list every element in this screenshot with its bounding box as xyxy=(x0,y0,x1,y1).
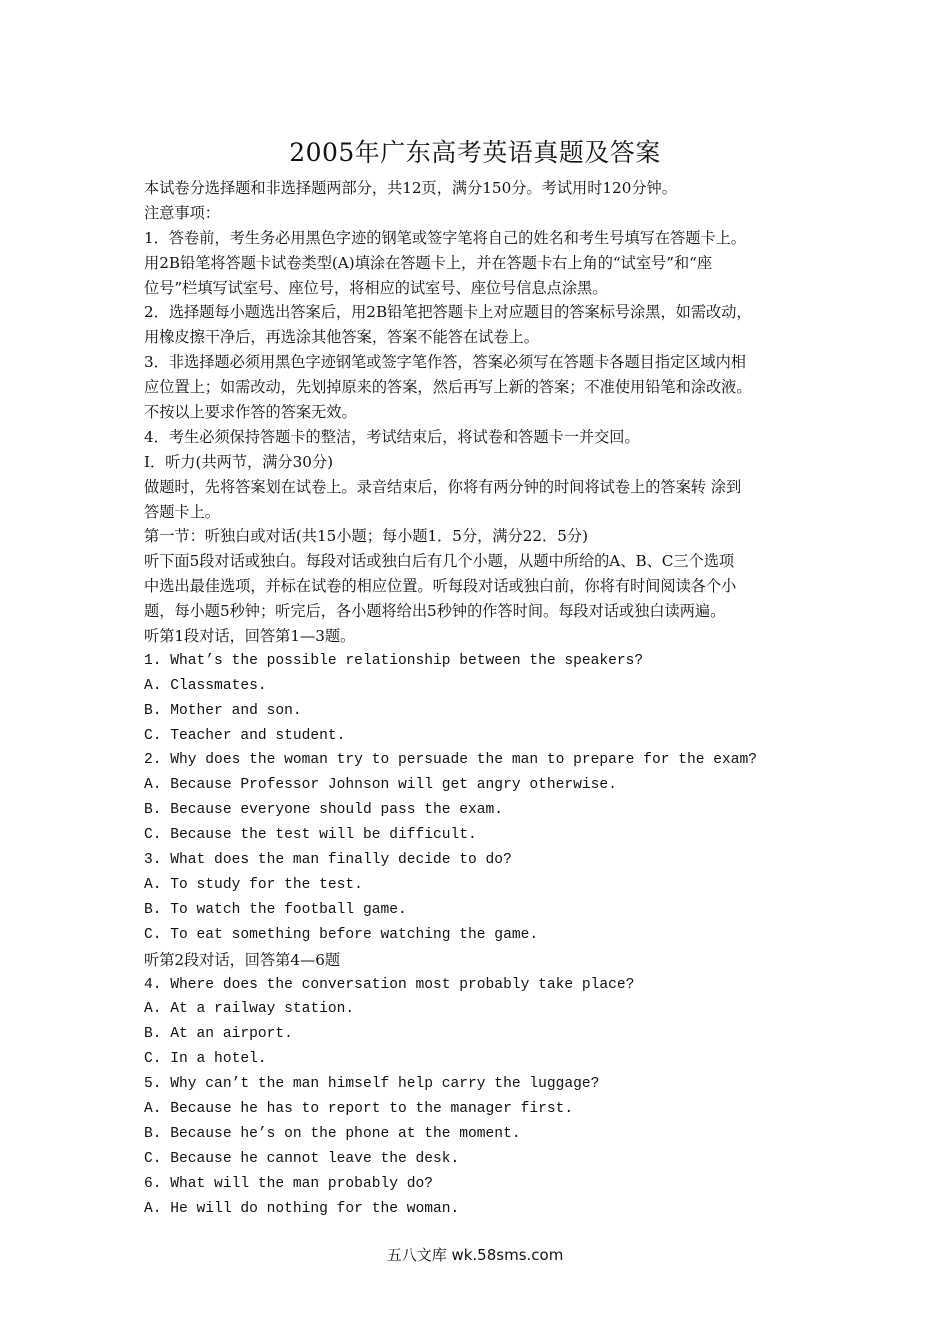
text-line: 听第1段对话，回答第1—3题。 xyxy=(144,627,356,646)
question-line: A. Because he has to report to the manager first. xyxy=(144,1100,574,1117)
text-line: 本试卷分选择题和非选择题两部分，共12页，满分150分。考试用时120分钟。 xyxy=(144,179,677,197)
text-line: I．听力(共两节，满分30分) xyxy=(144,452,334,471)
page-footer-watermark: 五八文库 wk.58sms.com xyxy=(386,1246,564,1264)
text-line: 做题时，先将答案划在试卷上。录音结束后，你将有两分钟的时间将试卷上的答案转 涂到 xyxy=(144,477,742,496)
question-line: 6. What will the man probably do? xyxy=(144,1175,434,1192)
question-line: 2. Why does the woman try to persuade the man to prepare for the exam? xyxy=(144,752,758,769)
question-line: C. Because he cannot leave the desk. xyxy=(144,1150,460,1167)
text-line: 3．非选择题必须用黑色字迹钢笔或签字笔作答，答案必须写在答题卡各题目指定区域内相 xyxy=(144,353,746,372)
question-line: B. Mother and son. xyxy=(144,702,302,719)
question-line: C. Teacher and student. xyxy=(144,727,346,744)
document-title: 2005年广东高考英语真题及答案 xyxy=(289,138,661,167)
text-line: 中选出最佳选项，并标在试卷的相应位置。听每段对话或独白前，你将有时间阅读各个小 xyxy=(144,577,737,596)
question-line: C. To eat something before watching the game. xyxy=(144,926,539,943)
question-line: B. To watch the football game. xyxy=(144,901,407,918)
text-line: 注意事项： xyxy=(144,203,220,222)
document-body xyxy=(144,176,814,1221)
question-line: C. In a hotel. xyxy=(144,1051,267,1068)
text-line: 4．考生必须保持答题卡的整洁，考试结束后，将试卷和答题卡一并交回。 xyxy=(144,427,640,446)
question-line: A. To study for the test. xyxy=(144,876,363,893)
question-line: B. Because everyone should pass the exam. xyxy=(144,802,504,819)
question-line: A. At a railway station. xyxy=(144,1001,355,1018)
text-line: 听第2段对话，回答第4—6题 xyxy=(144,950,341,969)
question-line: 1. What’s the possible relationship between the speakers? xyxy=(144,652,644,669)
question-line: 3. What does the man finally decide to do? xyxy=(144,852,512,869)
text-line: 第一节：听独白或对话(共15小题；每小题1．5分，满分22．5分) xyxy=(144,527,588,546)
text-line: 听下面5段对话或独白。每段对话或独白后有几个小题，从题中所给的A、B、C三个选项 xyxy=(144,552,735,571)
question-line: A. He will do nothing for the woman. xyxy=(144,1200,460,1217)
question-line: 4. Where does the conversation most probably take place? xyxy=(144,976,635,993)
text-line: 答题卡上。 xyxy=(144,502,220,521)
question-line: 5. Why can’t the man himself help carry the luggage? xyxy=(144,1076,600,1093)
text-line: 用橡皮擦干净后，再选涂其他答案，答案不能答在试卷上。 xyxy=(144,328,539,347)
question-line: A. Classmates. xyxy=(144,677,267,694)
text-line: 用2B铅笔将答题卡试卷类型(A)填涂在答题卡上，并在答题卡右上角的“试室号”和“座 xyxy=(144,253,713,272)
text-line: 不按以上要求作答的答案无效。 xyxy=(144,403,357,422)
text-line: 位号”栏填写试室号、座位号，将相应的试室号、座位号信息点涂黑。 xyxy=(144,278,608,297)
question-line: C. Because the test will be difficult. xyxy=(144,827,477,844)
text-line: 应位置上；如需改动，先划掉原来的答案，然后再写上新的答案；不准使用铅笔和涂改液。 xyxy=(144,378,752,397)
question-line: A. Because Professor Johnson will get angry otherwise. xyxy=(144,777,617,794)
text-line: 1．答卷前，考生务必用黑色字迹的钢笔或签字笔将自己的姓名和考生号填写在答题卡上。 xyxy=(144,228,746,247)
question-line: B. At an airport. xyxy=(144,1026,293,1043)
text-line: 题，每小题5秒钟；听完后，各小题将给出5秒钟的作答时间。每段对话或独白读两遍。 xyxy=(144,602,726,621)
question-line: B. Because he’s on the phone at the moment. xyxy=(144,1125,521,1142)
text-line: 2．选择题每小题选出答案后，用2B铅笔把答题卡上对应题目的答案标号涂黑，如需改动， xyxy=(144,303,752,322)
